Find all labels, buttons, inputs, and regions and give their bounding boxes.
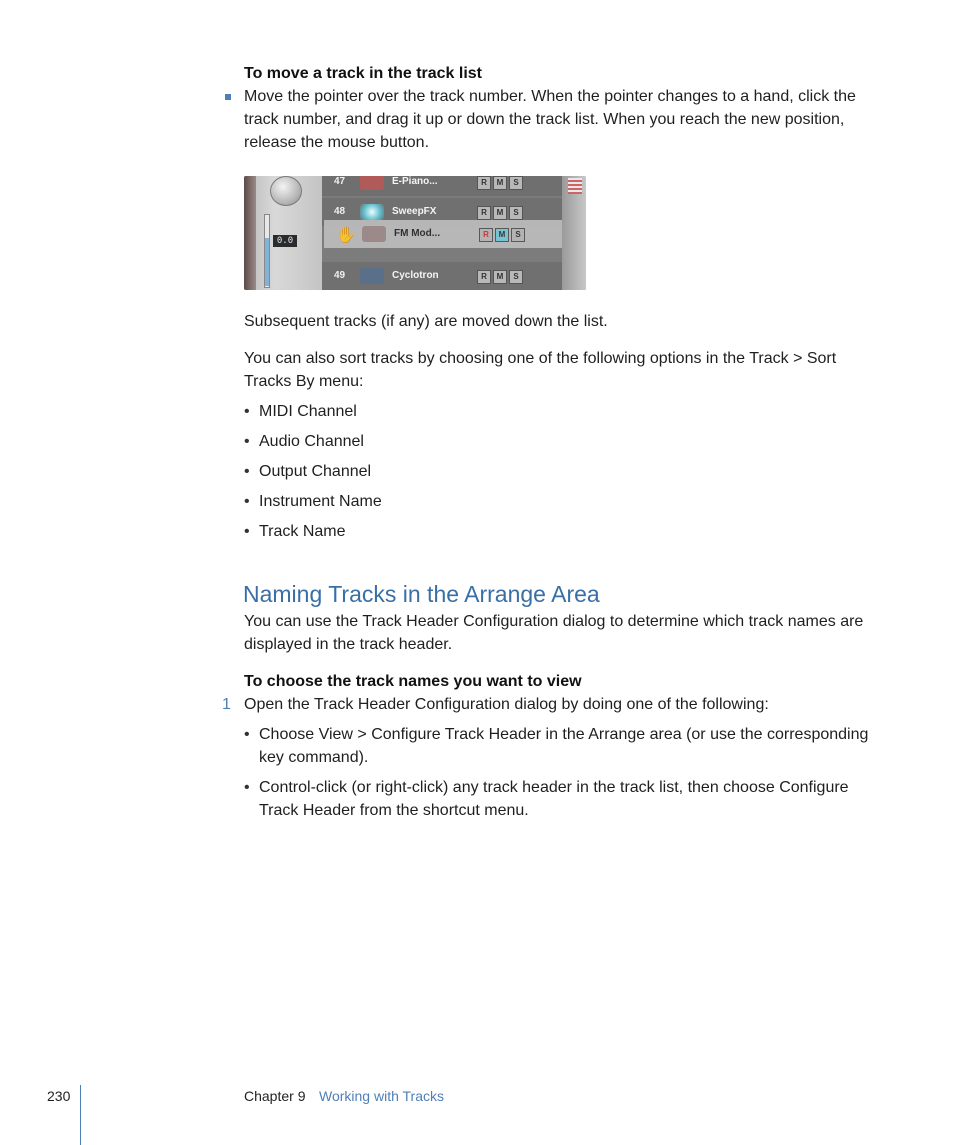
footer-chapter-title: Working with Tracks: [319, 1088, 444, 1104]
record-button: R: [477, 176, 491, 190]
sort-option: Instrument Name: [259, 493, 382, 510]
footer-rule: [80, 1085, 81, 1145]
volume-readout: 0.0: [273, 235, 297, 247]
step-text: Open the Track Header Configuration dialog by doing one of the following:: [244, 696, 769, 713]
track-list: [322, 176, 562, 290]
section-intro: You can use the Track Header Configuration dialog to determine which track names are displayed in the track header.: [244, 613, 864, 653]
sort-option: Output Channel: [259, 463, 372, 480]
bullet-icon: •: [244, 726, 250, 743]
step-number: 1: [222, 696, 231, 713]
track-row: [322, 262, 562, 290]
sort-option: MIDI Channel: [259, 403, 357, 420]
track-buttons: [477, 206, 523, 218]
footer-chapter: Chapter 9: [244, 1088, 306, 1104]
solo-button: S: [511, 228, 525, 242]
option-text: Control-click (or right-click) any track header in the track list, then choose Configure Track Header from the shortcut menu.: [259, 779, 849, 819]
track-name: SweepFX: [392, 206, 437, 217]
task-heading-choose-names: To choose the track names you want to view: [244, 673, 582, 690]
track-buttons: [477, 270, 523, 282]
task-heading-move-track: To move a track in the track list: [244, 65, 483, 82]
bullet-icon: •: [244, 493, 250, 510]
track-number: 49: [334, 270, 346, 281]
region-marker-icon: [568, 178, 582, 194]
fx-icon: [360, 204, 384, 220]
solo-button: S: [509, 270, 523, 284]
record-button: R: [477, 206, 491, 220]
track-buttons: [477, 176, 523, 188]
synth-icon: [362, 226, 386, 242]
bullet-icon: •: [244, 403, 250, 420]
option-text: Choose View > Configure Track Header in the Arrange area (or use the corresponding key command).: [259, 726, 869, 766]
dragged-track-row: [324, 220, 564, 248]
strip-edge: [244, 176, 256, 290]
page-number: 230: [47, 1088, 71, 1104]
arrange-edge: [562, 176, 586, 290]
bullet-icon: •: [244, 433, 250, 450]
bullet-icon: •: [244, 779, 250, 796]
track-number: 48: [334, 206, 346, 217]
track-name: Cyclotron: [392, 270, 439, 281]
subsequent-tracks-text: Subsequent tracks (if any) are moved down the list.: [244, 313, 608, 330]
mute-button: M: [495, 228, 509, 242]
track-number: 47: [334, 176, 346, 187]
record-button: R: [479, 228, 493, 242]
section-title: Naming Tracks in the Arrange Area: [243, 581, 600, 607]
track-name: E-Piano...: [392, 176, 438, 187]
volume-fader-fill: [265, 238, 269, 286]
track-buttons: [479, 228, 525, 240]
solo-button: S: [509, 206, 523, 220]
pan-knob-icon: [270, 176, 302, 206]
mute-button: M: [493, 270, 507, 284]
sort-option: Audio Channel: [259, 433, 364, 450]
track-row: [322, 176, 562, 196]
synth-icon: [360, 268, 384, 284]
sort-option: Track Name: [259, 523, 346, 540]
bullet-icon: •: [244, 523, 250, 540]
sort-tracks-text: You can also sort tracks by choosing one of the following options in the Track > Sort Tracks By menu:: [244, 350, 837, 390]
synth-icon: [360, 176, 384, 190]
square-bullet-icon: [225, 94, 231, 100]
mute-button: M: [493, 176, 507, 190]
record-button: R: [477, 270, 491, 284]
hand-pointer-icon: ✋: [336, 227, 356, 244]
solo-button: S: [509, 176, 523, 190]
bullet-icon: •: [244, 463, 250, 480]
track-list-screenshot: [244, 176, 586, 290]
track-name: FM Mod...: [394, 228, 441, 239]
move-track-instruction: Move the pointer over the track number. When the pointer changes to a hand, click the track number, and drag it up or down the track list. When you reach the new position, release the mouse button.: [244, 88, 856, 151]
mute-button: M: [493, 206, 507, 220]
